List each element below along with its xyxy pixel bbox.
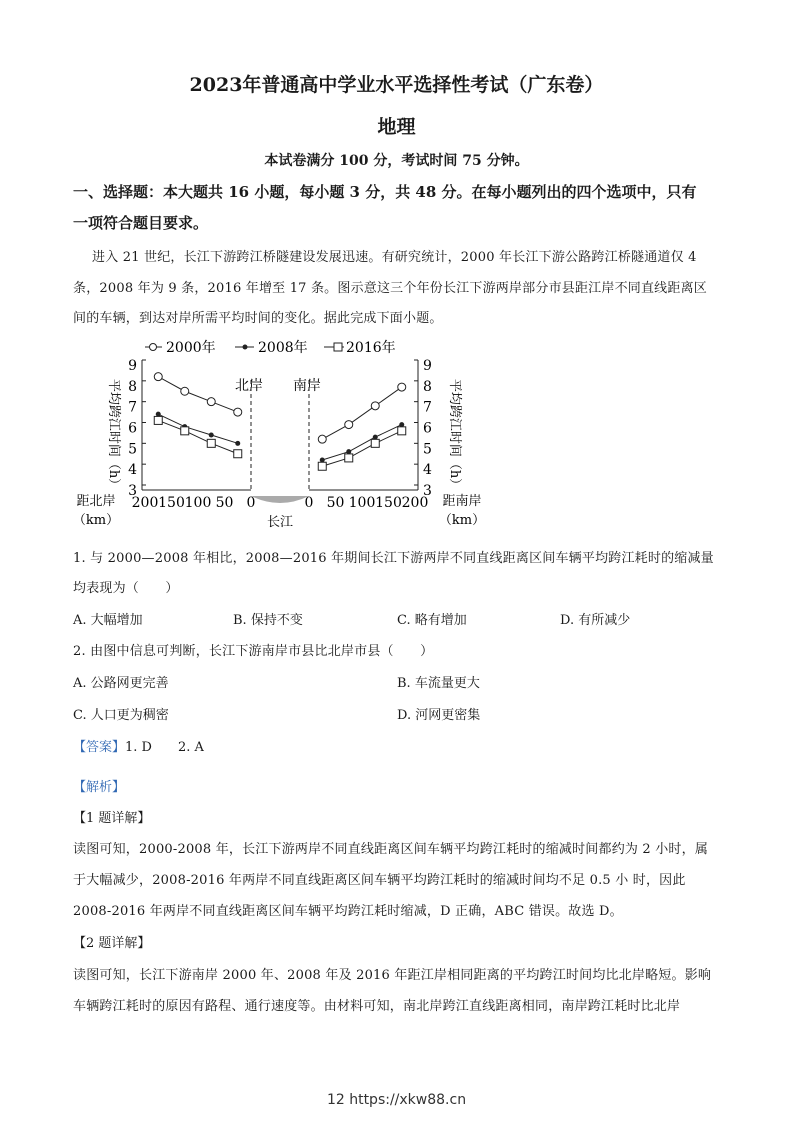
- right-y-tick-label: 3: [423, 483, 432, 499]
- section-heading-line1: 一、选择题：本大题共 16 小题，每小题 3 分，共 48 分。在每小题列出的四个选项中，只有: [73, 183, 697, 201]
- right-y-tick-label: 9: [423, 358, 432, 374]
- legend-2016: 2016年: [346, 340, 396, 356]
- page-footer[interactable]: 12 https://xkw88.cn: [326, 1092, 467, 1108]
- left-y-tick-label: 6: [128, 420, 137, 437]
- q1-stem-line2: 均表现为（ ）: [73, 581, 179, 596]
- north-point-2000年: [207, 398, 215, 406]
- passage-line2: 条，2008 年为 9 条，2016 年增至 17 条。图示意这三个年份长江下游两岸部分市县距江岸不同直线距离区: [73, 281, 707, 296]
- left-xlabel-b: （km）: [72, 513, 120, 528]
- q2-option-a[interactable]: A. 公路网更完善: [73, 676, 169, 691]
- left-y-tick-label: 7: [128, 399, 137, 416]
- left-x-tick-label: 200: [131, 495, 159, 511]
- detail1-line3: 2008-2016 年两岸不同直线距离区间车辆平均跨江耗时缩减，D 正确，ABC 错误。故选 D。: [73, 904, 623, 919]
- south-bank-label: 南岸: [293, 378, 321, 394]
- south-point-2000年: [371, 402, 379, 410]
- north-bank-label: 北岸: [235, 378, 263, 394]
- right-x-tick-label: 200: [401, 495, 429, 511]
- north-point-2016年: [181, 427, 189, 435]
- right-x-tick-label: 50: [326, 495, 345, 511]
- left-y-tick-label: 3: [128, 483, 137, 499]
- north-point-2008年: [235, 441, 240, 446]
- north-series-line-2016年: [158, 420, 238, 453]
- right-x-tick-label: 100: [348, 495, 376, 511]
- north-point-2016年: [207, 439, 215, 447]
- q2-option-d[interactable]: D. 河网更密集: [397, 708, 481, 723]
- passage-line3: 间的车辆，到达对岸所需平均时间的变化。据此完成下面小题。: [73, 311, 443, 326]
- north-point-2008年: [156, 412, 161, 417]
- section-heading-line2: 一项符合题目要求。: [73, 214, 209, 232]
- right-xlabel-b: （km）: [438, 513, 486, 528]
- answer-tag: 【答案】: [73, 740, 126, 755]
- exam-subject: 地理: [377, 116, 416, 138]
- left-x-tick-label: 150: [158, 495, 185, 511]
- south-point-2016年: [318, 462, 326, 470]
- q2-option-b[interactable]: B. 车流量更大: [397, 676, 480, 691]
- south-series-line-2008年: [322, 425, 402, 460]
- south-point-2008年: [346, 449, 351, 454]
- legend-marker-2000: [150, 344, 157, 351]
- q1-stem-line1: 1. 与 2000—2008 年相比，2008—2016 年期间长江下游两岸不同直线距离区间车辆平均跨江耗时的缩减量: [73, 551, 714, 566]
- right-ylabel: 平均跨江时间（h）: [447, 378, 462, 492]
- right-x-tick-label: 0: [304, 495, 314, 511]
- north-series-line-2000年: [158, 377, 238, 412]
- left-xlabel-a: 距北岸: [76, 494, 116, 509]
- south-point-2016年: [345, 454, 353, 462]
- q2-option-c[interactable]: C. 人口更为稠密: [73, 708, 169, 723]
- passage-line1: 进入 21 世纪，长江下游跨江桥隧建设发展迅速。有研究统计，2000 年长江下游公路跨江桥隧通道仅 4: [92, 250, 697, 265]
- crossing-time-chart: [70, 335, 490, 535]
- right-y-tick-label: 6: [423, 420, 432, 437]
- chart-legend: [145, 339, 396, 356]
- q1-option-c[interactable]: C. 略有增加: [397, 613, 467, 628]
- north-point-2008年: [209, 433, 214, 438]
- south-point-2000年: [318, 435, 326, 443]
- legend-2008: 2008年: [258, 340, 308, 356]
- detail2-line2: 车辆跨江耗时的原因有路程、通行速度等。由材料可知，南北岸跨江直线距离相同，南岸跨江耗时比北岸: [73, 999, 681, 1014]
- south-series-line-2000年: [322, 387, 402, 439]
- detail1-tag: 【1 题详解】: [73, 811, 151, 826]
- detail1-line2: 于大幅减少，2008-2016 年两岸不同直线距离区间车辆平均跨江耗时的缩减时间均不足 0.5 小 时，因此: [73, 873, 686, 888]
- right-x-tick-label: 150: [375, 495, 402, 511]
- legend-marker-2008: [243, 345, 248, 350]
- south-point-2016年: [371, 439, 379, 447]
- detail2-tag: 【2 题详解】: [73, 936, 151, 951]
- answer-text: 1. D 2. A: [125, 740, 204, 755]
- right-y-tick-label: 5: [423, 441, 432, 458]
- right-y-tick-label: 7: [423, 399, 432, 416]
- analysis-tag: 【解析】: [73, 780, 126, 795]
- north-point-2000年: [234, 408, 242, 416]
- north-series-line-2008年: [158, 414, 238, 443]
- right-xlabel-a: 距南岸: [442, 494, 482, 509]
- south-series-line-2016年: [322, 431, 402, 466]
- left-y-tick-label: 4: [128, 462, 137, 479]
- left-x-tick-label: 100: [184, 495, 212, 511]
- exam-note: 本试卷满分 100 分，考试时间 75 分钟。: [264, 153, 529, 169]
- q1-option-b[interactable]: B. 保持不变: [233, 613, 303, 628]
- answer-line: [73, 736, 204, 755]
- q1-option-a[interactable]: A. 大幅增加: [73, 613, 143, 628]
- river-shape: [251, 496, 309, 503]
- north-point-2016年: [234, 450, 242, 458]
- left-y-tick-label: 8: [128, 378, 137, 395]
- left-y-tick-label: 5: [128, 441, 137, 458]
- south-point-2016年: [398, 427, 406, 435]
- detail2-line1: 读图可知，长江下游南岸 2000 年、2008 年及 2016 年距江岸相同距离的平均跨江时间均比北岸略短。影响: [73, 968, 712, 983]
- legend-2000: 2000年: [166, 340, 216, 356]
- right-y-tick-label: 4: [423, 462, 432, 479]
- left-x-tick-label: 50: [215, 495, 234, 511]
- left-y-tick-label: 9: [128, 358, 137, 374]
- right-y-tick-label: 8: [423, 378, 432, 395]
- left-ylabel: 平均跨江时间（h）: [106, 378, 121, 492]
- north-point-2000年: [181, 387, 189, 395]
- legend-marker-2016: [334, 343, 342, 351]
- north-point-2000年: [154, 373, 162, 381]
- exam-title: 2023年普通高中学业水平选择性考试（广东卷）: [189, 74, 604, 96]
- south-point-2000年: [398, 383, 406, 391]
- detail1-line1: 读图可知，2000-2008 年，长江下游两岸不同直线距离区间车辆平均跨江耗时的缩减时间都约为 2 小时，属: [73, 842, 709, 857]
- north-point-2016年: [154, 416, 162, 424]
- river-label: 长江: [266, 515, 294, 530]
- q2-stem: 2. 由图中信息可判断，长江下游南岸市县比北岸市县（ ）: [73, 644, 434, 659]
- q1-option-d[interactable]: D. 有所减少: [560, 613, 631, 628]
- south-point-2000年: [345, 421, 353, 429]
- left-x-tick-label: 0: [246, 495, 256, 511]
